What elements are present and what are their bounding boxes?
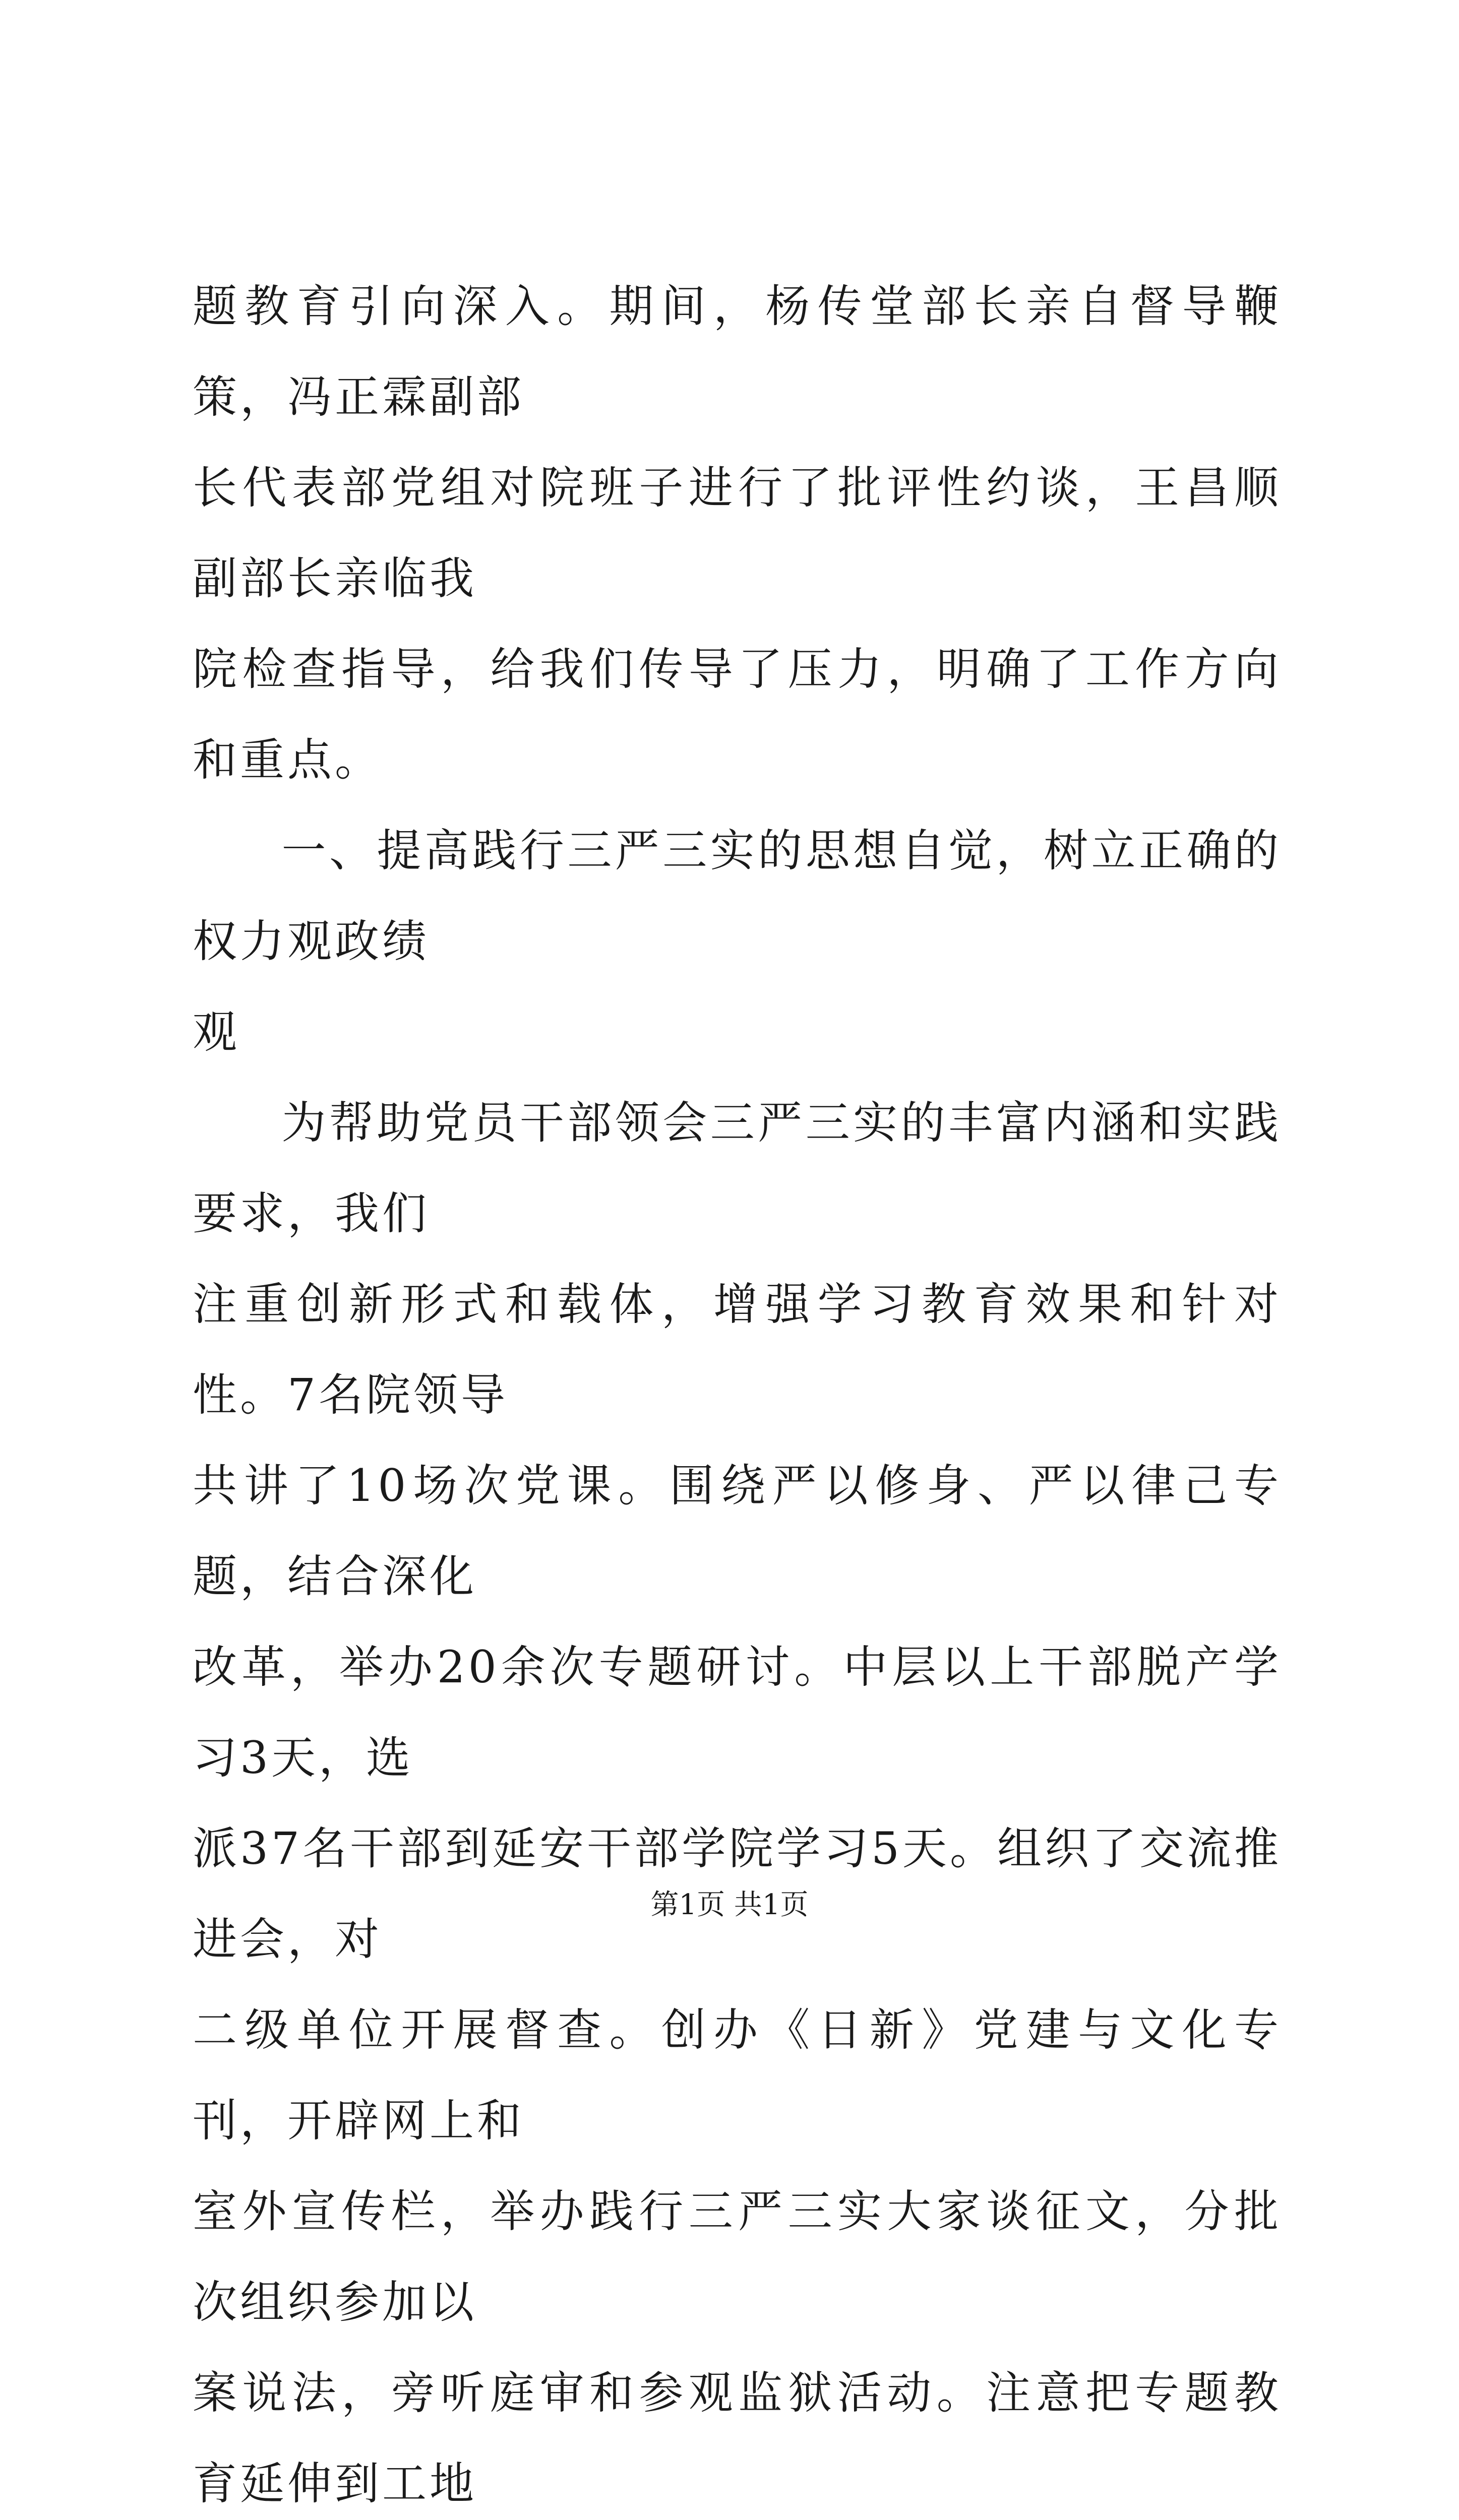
text-line: 注重创新形式和载体，增强学习教育效果和针对性。7名院领导: [193, 1278, 1282, 1421]
text-line: 长代表部党组对院班子进行了批评性约谈，王昌顺副部长亲临我: [193, 462, 1282, 604]
text-line: 一、提高践行三严三实的思想自觉，树立正确的权力观政绩: [193, 825, 1282, 967]
document-body: [193, 261, 1282, 2520]
text-line: 室外宣传栏，举办践行三严三实大家谈征文，分批次组织参加以: [193, 2185, 1282, 2328]
text-line: 观: [193, 1006, 240, 1058]
text-line: 为帮助党员干部领会三严三实的丰富内涵和实践要求，我们: [193, 1097, 1282, 1239]
section-heading: [193, 805, 1282, 1078]
page-footer: [0, 1885, 1459, 1925]
text-line: 院检查指导，给我们传导了压力，明确了工作方向和重点。: [193, 643, 1282, 786]
text-line: 题教育引向深入。期间，杨传堂部长亲自督导鞭策，冯正霖副部: [193, 280, 1282, 423]
text-line: 案说法，旁听庭审和参观监狱活动。注意把专题教育延伸到工地: [193, 2367, 1282, 2509]
text-line: 改革，举办20余次专题研讨。中层以上干部脱产学习3天，选: [193, 1641, 1282, 1784]
text-line: 二级单位开展督查。创办《日新》党建与文化专刊，开辟网上和: [193, 2004, 1282, 2147]
text-line: 共讲了10场次党课。围绕严以修身、严以律己专题，结合深化: [193, 1460, 1282, 1602]
page-number-label: 第1页 共1页: [650, 1888, 809, 1921]
text-line: 派37名干部到延安干部学院学习5天。组织了交流推进会，对: [193, 1822, 1282, 1965]
paragraph: [193, 261, 1282, 805]
paragraph: [193, 1078, 1282, 2520]
